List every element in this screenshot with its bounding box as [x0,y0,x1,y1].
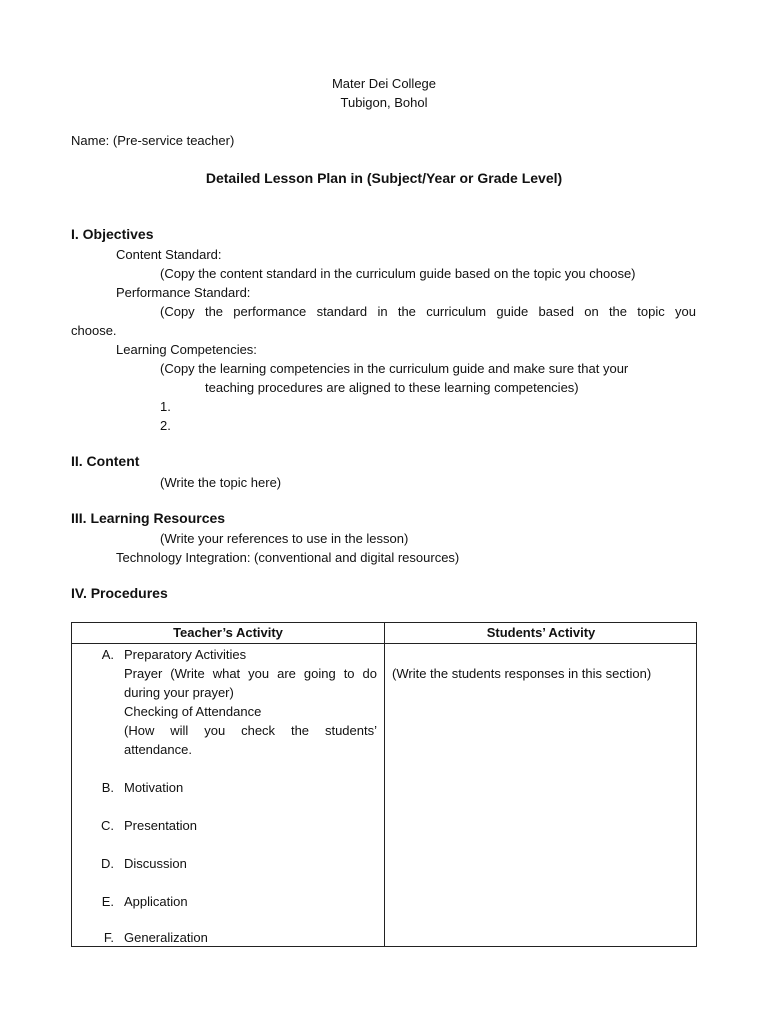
prayer-text-cont: during your prayer) [124,685,234,700]
resources-heading: III. Learning Resources [71,510,226,526]
prayer-text: Prayer (Write what you are going to do [124,666,377,681]
procedures-table [71,622,697,947]
lesson-title: Detailed Lesson Plan in (Subject/Year or Grade Level) [205,170,563,186]
name-line: Name: (Pre-service teacher) [71,133,235,148]
competencies-text: (Copy the learning competencies in the curriculum guide and make sure that your [160,361,629,376]
content-topic-text: (Write the topic here) [160,475,282,490]
step-presentation: Presentation [124,818,197,833]
competency-item: 2. [160,418,171,433]
competency-item: 1. [160,399,171,414]
competencies-text-cont: teaching procedures are aligned to these learning competencies) [205,380,579,395]
content-heading: II. Content [71,453,140,469]
step-letter: F. [103,930,114,945]
performance-standard-label: Performance Standard: [116,285,251,300]
table-header-students: Students’ Activity [486,625,596,640]
step-generalization: Generalization [124,930,208,945]
step-letter: C. [101,818,114,833]
performance-standard-text-cont: choose. [71,323,117,338]
content-standard-label: Content Standard: [116,247,222,262]
attendance-text: (How will you check the students’ [124,723,377,738]
preparatory-title: Preparatory Activities [124,647,247,662]
step-letter: A. [101,647,114,662]
table-header-teacher: Teacher’s Activity [173,625,283,640]
content-standard-text: (Copy the content standard in the curriculum guide based on the topic you choose) [160,266,636,281]
references-text: (Write your references to use in the lesson) [160,531,409,546]
objectives-heading: I. Objectives [71,226,154,242]
step-letter: D. [101,856,114,871]
attendance-title: Checking of Attendance [124,704,262,719]
performance-standard-text: (Copy the performance standard in the curriculum guide based on the topic you [160,304,696,319]
step-letter: E. [101,894,114,909]
step-motivation: Motivation [124,780,184,795]
step-discussion: Discussion [124,856,187,871]
school-name: Mater Dei College [331,76,437,91]
competencies-label: Learning Competencies: [116,342,257,357]
step-application: Application [124,894,188,909]
step-letter: B. [101,780,114,795]
attendance-text-cont: attendance. [124,742,192,757]
school-location: Tubigon, Bohol [340,95,428,110]
table-header-divider [72,643,696,644]
technology-integration-text: Technology Integration: (conventional and digital resources) [116,550,460,565]
students-responses-text: (Write the students responses in this section) [392,666,652,681]
table-column-divider [384,623,385,946]
procedures-heading: IV. Procedures [71,585,168,601]
